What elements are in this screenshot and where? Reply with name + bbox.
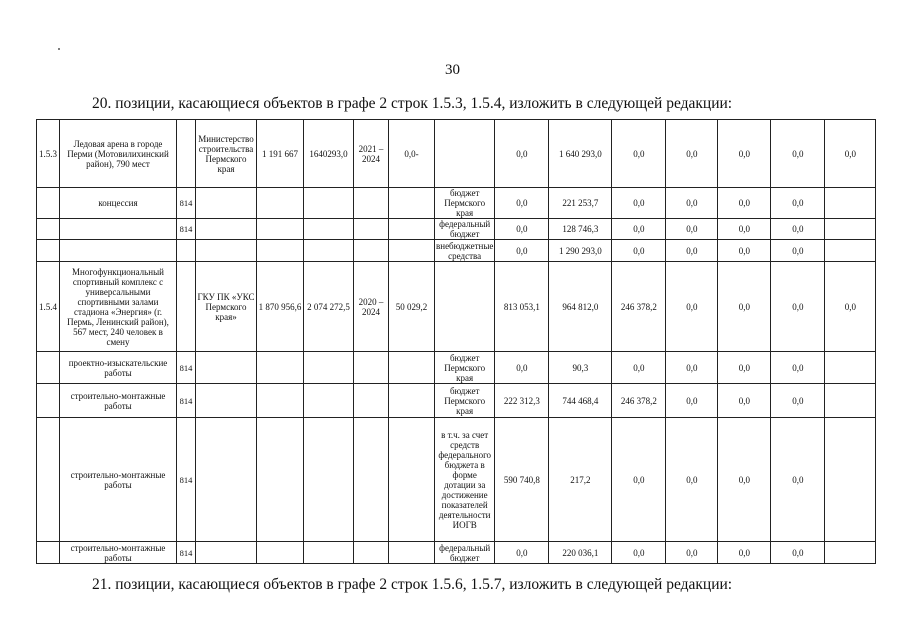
code-cell: 814	[177, 384, 196, 418]
amount-col-3: 0,0	[612, 542, 666, 564]
value-cell-1: 1 870 956,6	[257, 262, 304, 352]
organization-cell	[196, 188, 257, 219]
row-number	[37, 219, 60, 240]
page-number: 30	[445, 62, 460, 78]
object-name: Многофункциональный спортивный комплекс с универсальными спортивными залами стадиона «Энергия» (г. Пермь, Ленинский район), 567 мест, 240 человек в смену	[60, 262, 177, 352]
value-cell-1	[257, 240, 304, 262]
table-row	[37, 262, 876, 352]
amount-col-2: 217,2	[549, 418, 612, 542]
value-cell-2	[304, 418, 354, 542]
value-cell-2	[304, 352, 354, 384]
amount-col-4: 0,0	[666, 188, 718, 219]
value-cell-2	[304, 542, 354, 564]
amount-col-1: 0,0	[495, 120, 549, 188]
period-cell	[354, 542, 389, 564]
code-cell	[177, 262, 196, 352]
amount-col-4: 0,0	[666, 384, 718, 418]
table-row	[37, 352, 876, 384]
value-cell-1: 1 191 667	[257, 120, 304, 188]
amount-col-4: 0,0	[666, 120, 718, 188]
organization-cell	[196, 240, 257, 262]
amount-col-1: 0,0	[495, 219, 549, 240]
value-cell-2	[304, 240, 354, 262]
period-cell: 2021 – 2024	[354, 120, 389, 188]
amount-col-7	[825, 418, 876, 542]
amount-col-6: 0,0	[771, 240, 825, 262]
object-name: Ледовая арена в городе Перми (Мотовилихинский район), 790 мест	[60, 120, 177, 188]
value-cell-1	[257, 542, 304, 564]
budget-table	[36, 119, 876, 564]
code-cell: 814	[177, 542, 196, 564]
organization-cell	[196, 352, 257, 384]
amount-col-3: 0,0	[612, 188, 666, 219]
funding-source: бюджет Пермского края	[435, 384, 495, 418]
period-cell	[354, 219, 389, 240]
period-cell	[354, 352, 389, 384]
funding-source	[435, 262, 495, 352]
amount-col-5: 0,0	[718, 120, 771, 188]
amount-col-4: 0,0	[666, 542, 718, 564]
value-cell-1	[257, 418, 304, 542]
funding-source: федеральный бюджет	[435, 542, 495, 564]
funding-source: внебюджетные средства	[436, 240, 494, 261]
amount-col-7	[825, 219, 876, 240]
row-number: 1.5.3	[37, 120, 60, 188]
organization-cell	[196, 418, 257, 542]
amount-col-3: 246 378,2	[612, 384, 666, 418]
amount-col-4: 0,0	[666, 262, 718, 352]
amount-col-2: 220 036,1	[549, 542, 612, 564]
object-name: концессия	[60, 188, 177, 219]
amount-col-7	[825, 188, 876, 219]
value-cell-3	[389, 219, 435, 240]
row-number	[37, 542, 60, 564]
amount-col-7: 0,0	[825, 262, 876, 352]
table-row	[37, 219, 876, 240]
period-cell	[354, 240, 389, 262]
value-cell-3	[389, 418, 435, 542]
amount-col-6: 0,0	[771, 120, 825, 188]
amount-col-1: 0,0	[495, 188, 549, 219]
amount-col-4: 0,0	[666, 418, 718, 542]
amount-col-5: 0,0	[718, 384, 771, 418]
value-cell-3	[389, 352, 435, 384]
row-number: 1.5.4	[37, 262, 60, 352]
table-row	[37, 120, 876, 188]
value-cell-3	[389, 384, 435, 418]
section-heading: 20. позиции, касающиеся объектов в графе 2 строк 1.5.3, 1.5.4, изложить в следующей редакции:	[92, 95, 733, 112]
object-name: строительно-монтажные работы	[60, 418, 177, 542]
row-number	[37, 188, 60, 219]
period-cell	[354, 188, 389, 219]
table-row	[37, 188, 876, 219]
amount-col-2: 1 640 293,0	[549, 120, 612, 188]
amount-col-6: 0,0	[771, 188, 825, 219]
amount-col-7	[825, 352, 876, 384]
funding-source: бюджет Пермского края	[435, 352, 495, 384]
funding-source: в т.ч. за счет средств федерального бюджета в форме дотации за достижение показателей деятельности ИОГВ	[435, 418, 495, 542]
amount-col-5: 0,0	[718, 240, 771, 262]
code-cell: 814	[177, 219, 196, 240]
code-cell: 814	[177, 352, 196, 384]
scan-speck	[58, 48, 60, 50]
organization-cell: Министерство строительства Пермского края	[196, 120, 257, 188]
amount-col-1: 590 740,8	[495, 418, 549, 542]
amount-col-7	[825, 542, 876, 564]
code-cell	[177, 240, 196, 262]
row-number	[37, 384, 60, 418]
object-name: строительно-монтажные работы	[60, 542, 177, 564]
table-row	[37, 384, 876, 418]
value-cell-3	[389, 188, 435, 219]
amount-col-7	[825, 240, 876, 262]
amount-col-1: 0,0	[495, 240, 549, 262]
amount-col-2: 90,3	[549, 352, 612, 384]
period-cell	[354, 384, 389, 418]
amount-col-2: 1 290 293,0	[549, 240, 612, 262]
organization-cell	[196, 384, 257, 418]
amount-col-7: 0,0	[825, 120, 876, 188]
amount-col-5: 0,0	[718, 352, 771, 384]
value-cell-1	[257, 219, 304, 240]
amount-col-2: 128 746,3	[549, 219, 612, 240]
funding-source: федеральный бюджет	[435, 219, 495, 240]
amount-col-5: 0,0	[718, 188, 771, 219]
row-number	[37, 352, 60, 384]
organization-cell	[196, 219, 257, 240]
amount-col-5: 0,0	[718, 219, 771, 240]
code-cell: 814	[177, 418, 196, 542]
amount-col-4: 0,0	[666, 219, 718, 240]
funding-source: бюджет Пермского края	[435, 188, 495, 219]
amount-col-1: 222 312,3	[495, 384, 549, 418]
amount-col-3: 0,0	[612, 120, 666, 188]
amount-col-5: 0,0	[718, 542, 771, 564]
value-cell-1	[257, 352, 304, 384]
value-cell-3	[389, 240, 435, 262]
amount-col-1: 813 053,1	[495, 262, 549, 352]
amount-col-3: 0,0	[612, 352, 666, 384]
amount-col-3: 0,0	[612, 240, 666, 262]
amount-col-1: 0,0	[495, 352, 549, 384]
amount-col-7	[825, 384, 876, 418]
amount-col-6: 0,0	[771, 262, 825, 352]
value-cell-2	[304, 384, 354, 418]
amount-col-6: 0,0	[771, 384, 825, 418]
amount-col-6: 0,0	[771, 542, 825, 564]
amount-col-1: 0,0	[495, 542, 549, 564]
value-cell-3: 50 029,2	[389, 262, 435, 352]
object-name: проектно-изыскательские работы	[60, 352, 177, 384]
amount-col-2: 744 468,4	[549, 384, 612, 418]
period-cell	[354, 418, 389, 542]
object-name	[60, 219, 177, 240]
table-row	[37, 542, 876, 564]
amount-col-6: 0,0	[771, 219, 825, 240]
period-cell: 2020 – 2024	[354, 262, 389, 352]
next-section-heading: 21. позиции, касающиеся объектов в графе 2 строк 1.5.6, 1.5.7, изложить в следующей редакции:	[92, 576, 733, 593]
object-name	[60, 240, 177, 262]
organization-cell: ГКУ ПК «УКС Пермского края»	[196, 262, 257, 352]
row-number	[37, 418, 60, 542]
amount-col-3: 246 378,2	[612, 262, 666, 352]
amount-col-4: 0,0	[666, 240, 718, 262]
value-cell-2	[304, 188, 354, 219]
amount-col-5: 0,0	[718, 262, 771, 352]
amount-col-6: 0,0	[771, 352, 825, 384]
value-cell-2	[304, 219, 354, 240]
amount-col-3: 0,0	[612, 418, 666, 542]
amount-col-5: 0,0	[718, 418, 771, 542]
code-cell	[177, 120, 196, 188]
amount-col-6: 0,0	[771, 418, 825, 542]
object-name: строительно-монтажные работы	[60, 384, 177, 418]
amount-col-2: 964 812,0	[549, 262, 612, 352]
amount-col-3: 0,0	[612, 219, 666, 240]
table-row	[37, 418, 876, 542]
code-cell: 814	[177, 188, 196, 219]
value-cell-1	[257, 188, 304, 219]
amount-col-4: 0,0	[666, 352, 718, 384]
value-cell-3	[389, 542, 435, 564]
row-number	[37, 240, 60, 262]
value-cell-2: 1640293,0	[304, 120, 354, 188]
value-cell-1	[257, 384, 304, 418]
table-row	[37, 240, 876, 262]
value-cell-2: 2 074 272,5	[304, 262, 354, 352]
funding-source	[435, 120, 495, 188]
value-cell-3: 0,0-	[389, 120, 435, 188]
organization-cell	[196, 542, 257, 564]
amount-col-2: 221 253,7	[549, 188, 612, 219]
